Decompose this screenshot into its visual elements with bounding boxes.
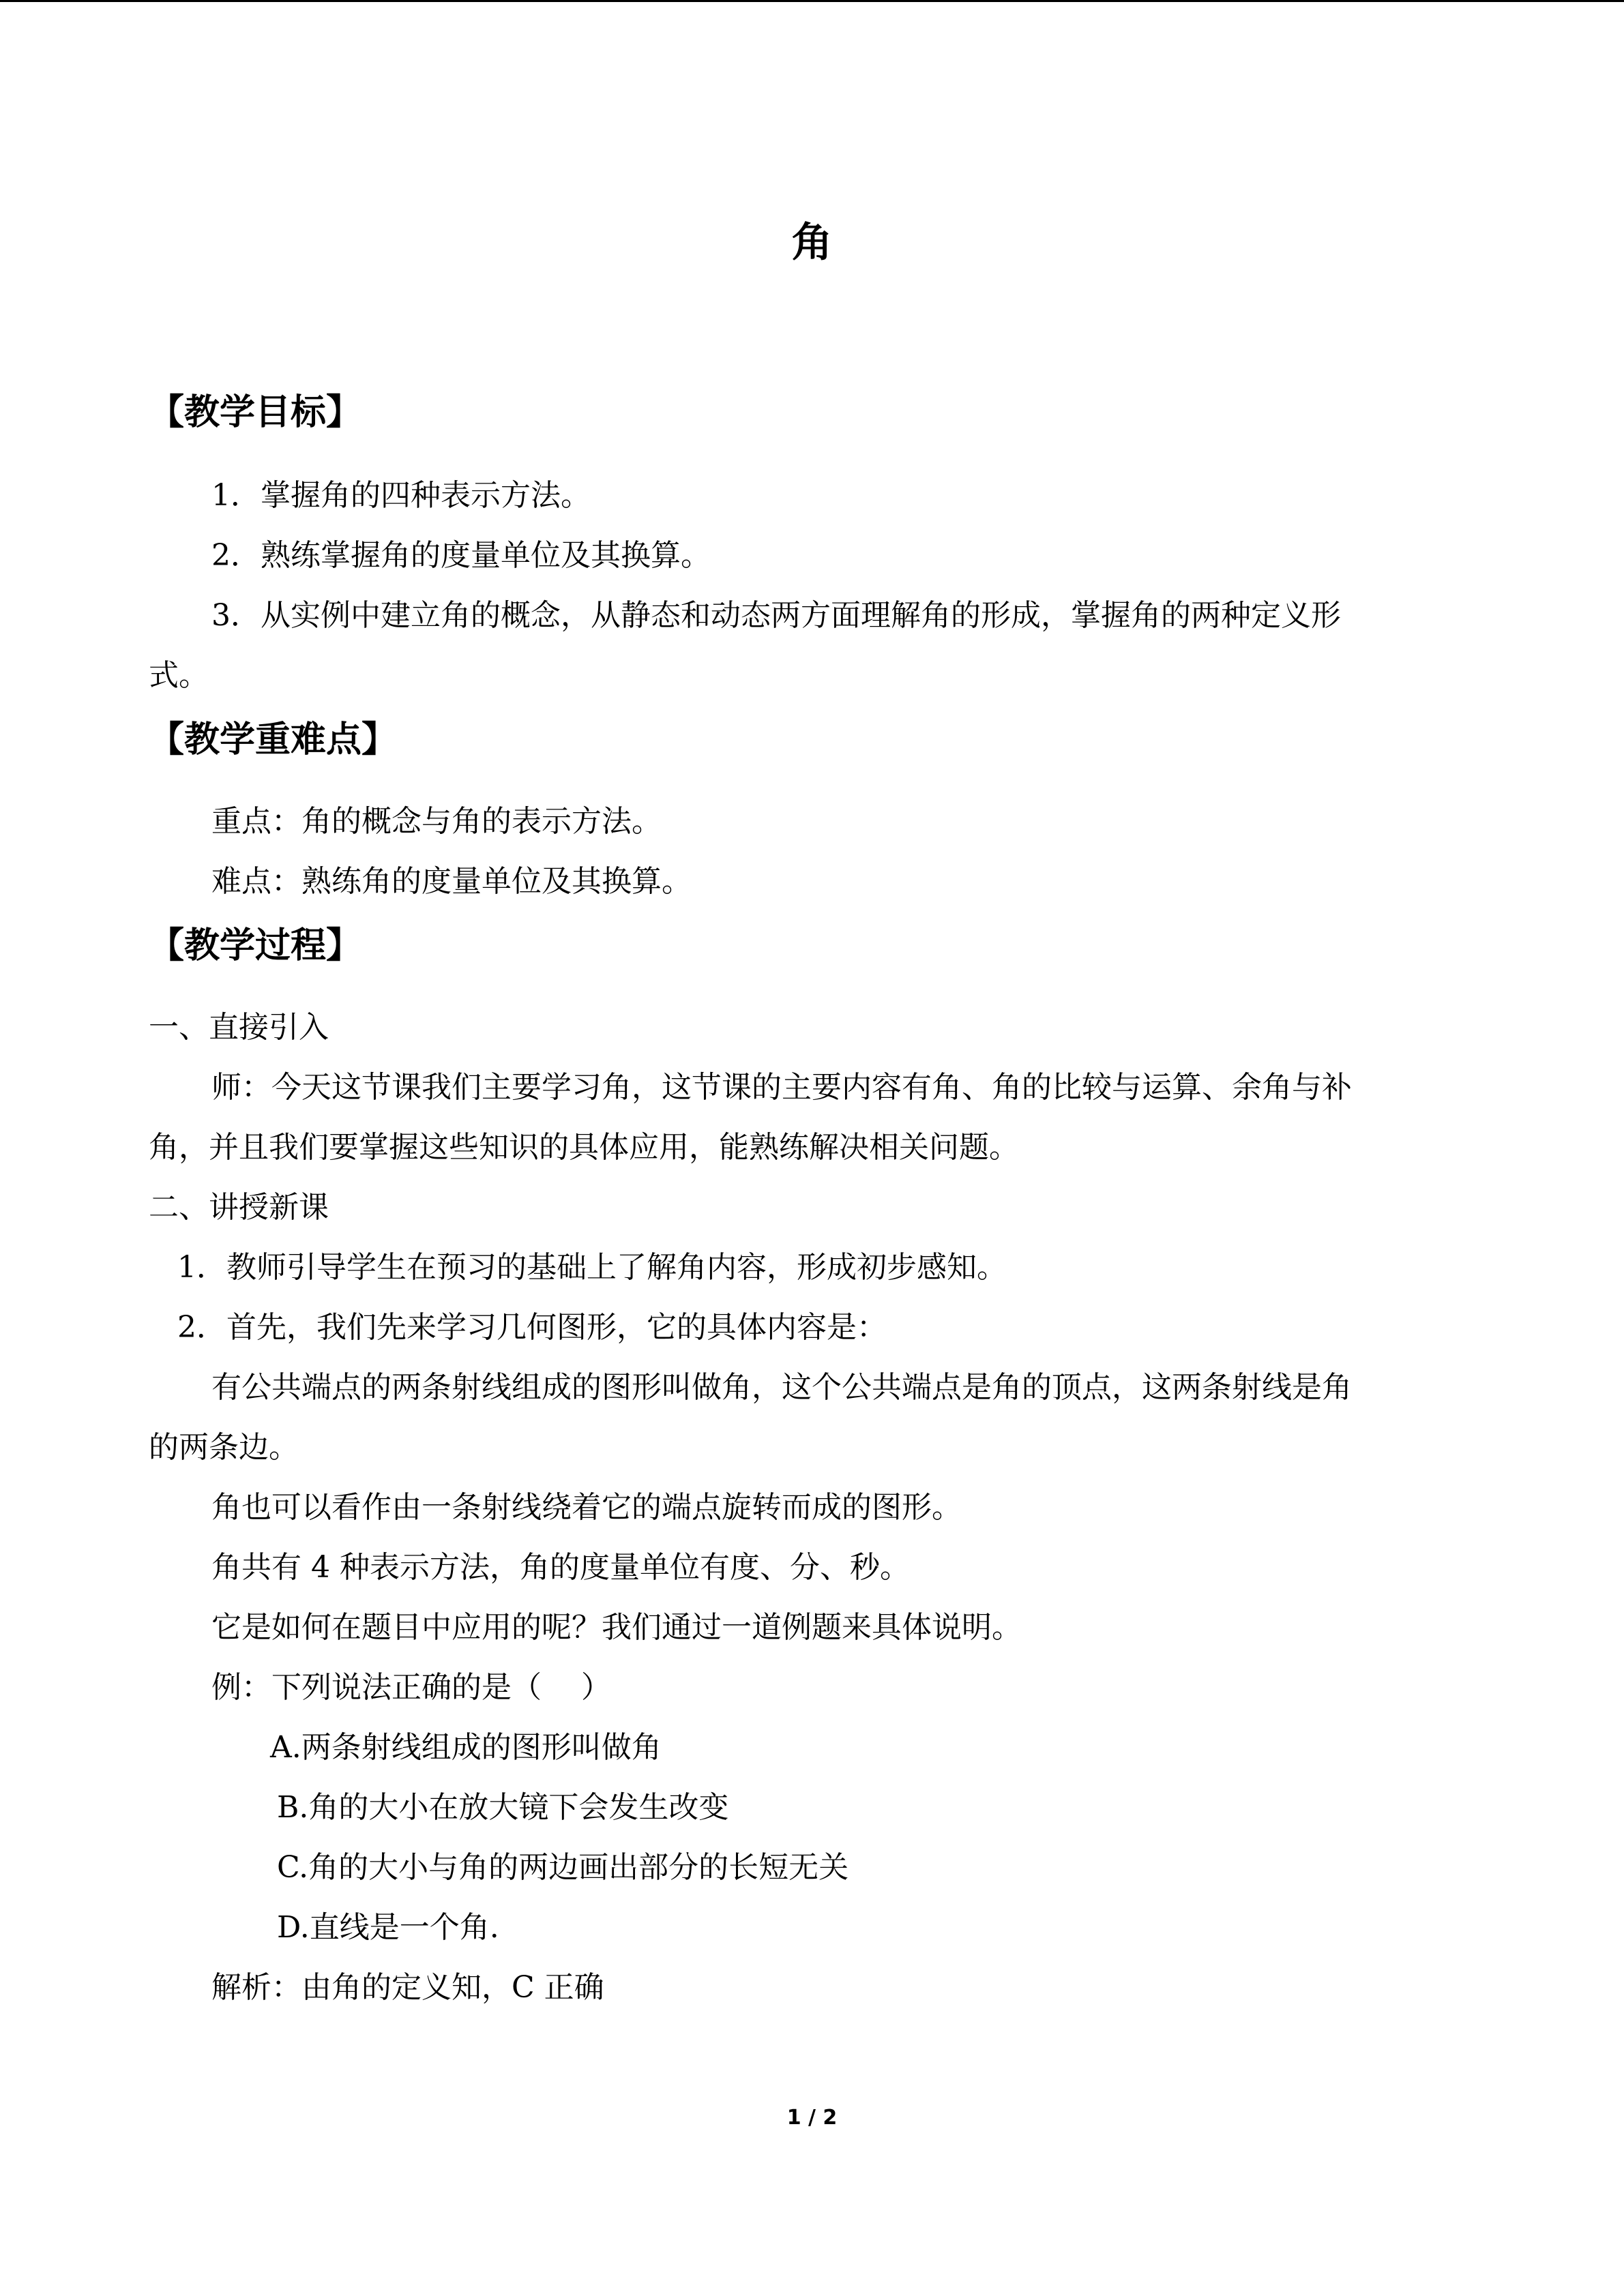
example-question: 例：下列说法正确的是（ ）: [211, 1670, 611, 1705]
objective-item-continuation: 式。: [149, 658, 209, 693]
process-list-item: 1．教师引导学生在预习的基础上了解角内容，形成初步感知。: [177, 1250, 1007, 1285]
process-paragraph: 有公共端点的两条射线组成的图形叫做角，这个公共端点是角的顶点，这两条射线是角: [211, 1370, 1352, 1405]
example-analysis: 解析：由角的定义知，C 正确: [211, 1970, 604, 2005]
key-point-item: 难点：熟练角的度量单位及其换算。: [211, 864, 692, 899]
process-paragraph: 角也可以看作由一条射线绕着它的端点旋转而成的图形。: [211, 1490, 962, 1525]
key-point-item: 重点：角的概念与角的表示方法。: [211, 804, 662, 839]
process-paragraph: 师：今天这节课我们主要学习角，这节课的主要内容有角、角的比较与运算、余角与补: [211, 1070, 1352, 1105]
process-paragraph: 角共有 4 种表示方法，角的度量单位有度、分、秒。: [211, 1550, 910, 1585]
section-heading-objectives: 【教学目标】: [149, 391, 362, 433]
page-top-border: [0, 0, 1624, 2]
process-paragraph-continuation: 的两条边。: [149, 1430, 299, 1465]
process-paragraph: 它是如何在题目中应用的呢？我们通过一道例题来具体说明。: [211, 1610, 1022, 1645]
page-title: 角: [791, 219, 833, 267]
example-option-d: D.直线是一个角.: [277, 1910, 499, 1945]
objective-item: 2．熟练掌握角的度量单位及其换算。: [211, 538, 711, 573]
section-heading-key-points: 【教学重难点】: [149, 719, 398, 760]
page-number: 1 / 2: [786, 2106, 838, 2130]
example-option-b: B.角的大小在放大镜下会发生改变: [277, 1790, 729, 1825]
example-option-a: A.两条射线组成的图形叫做角: [270, 1730, 662, 1765]
objective-item: 1．掌握角的四种表示方法。: [211, 478, 591, 513]
process-subheading: 二、讲授新课: [149, 1190, 329, 1225]
example-option-c: C.角的大小与角的两边画出部分的长短无关: [277, 1850, 849, 1885]
section-heading-process: 【教学过程】: [149, 925, 362, 966]
objective-item: 3．从实例中建立角的概念，从静态和动态两方面理解角的形成，掌握角的两种定义形: [211, 598, 1341, 633]
process-list-item: 2．首先，我们先来学习几何图形，它的具体内容是：: [177, 1310, 887, 1345]
process-paragraph-continuation: 角，并且我们要掌握这些知识的具体应用，能熟练解决相关问题。: [149, 1130, 1019, 1165]
process-subheading: 一、直接引入: [149, 1010, 329, 1045]
